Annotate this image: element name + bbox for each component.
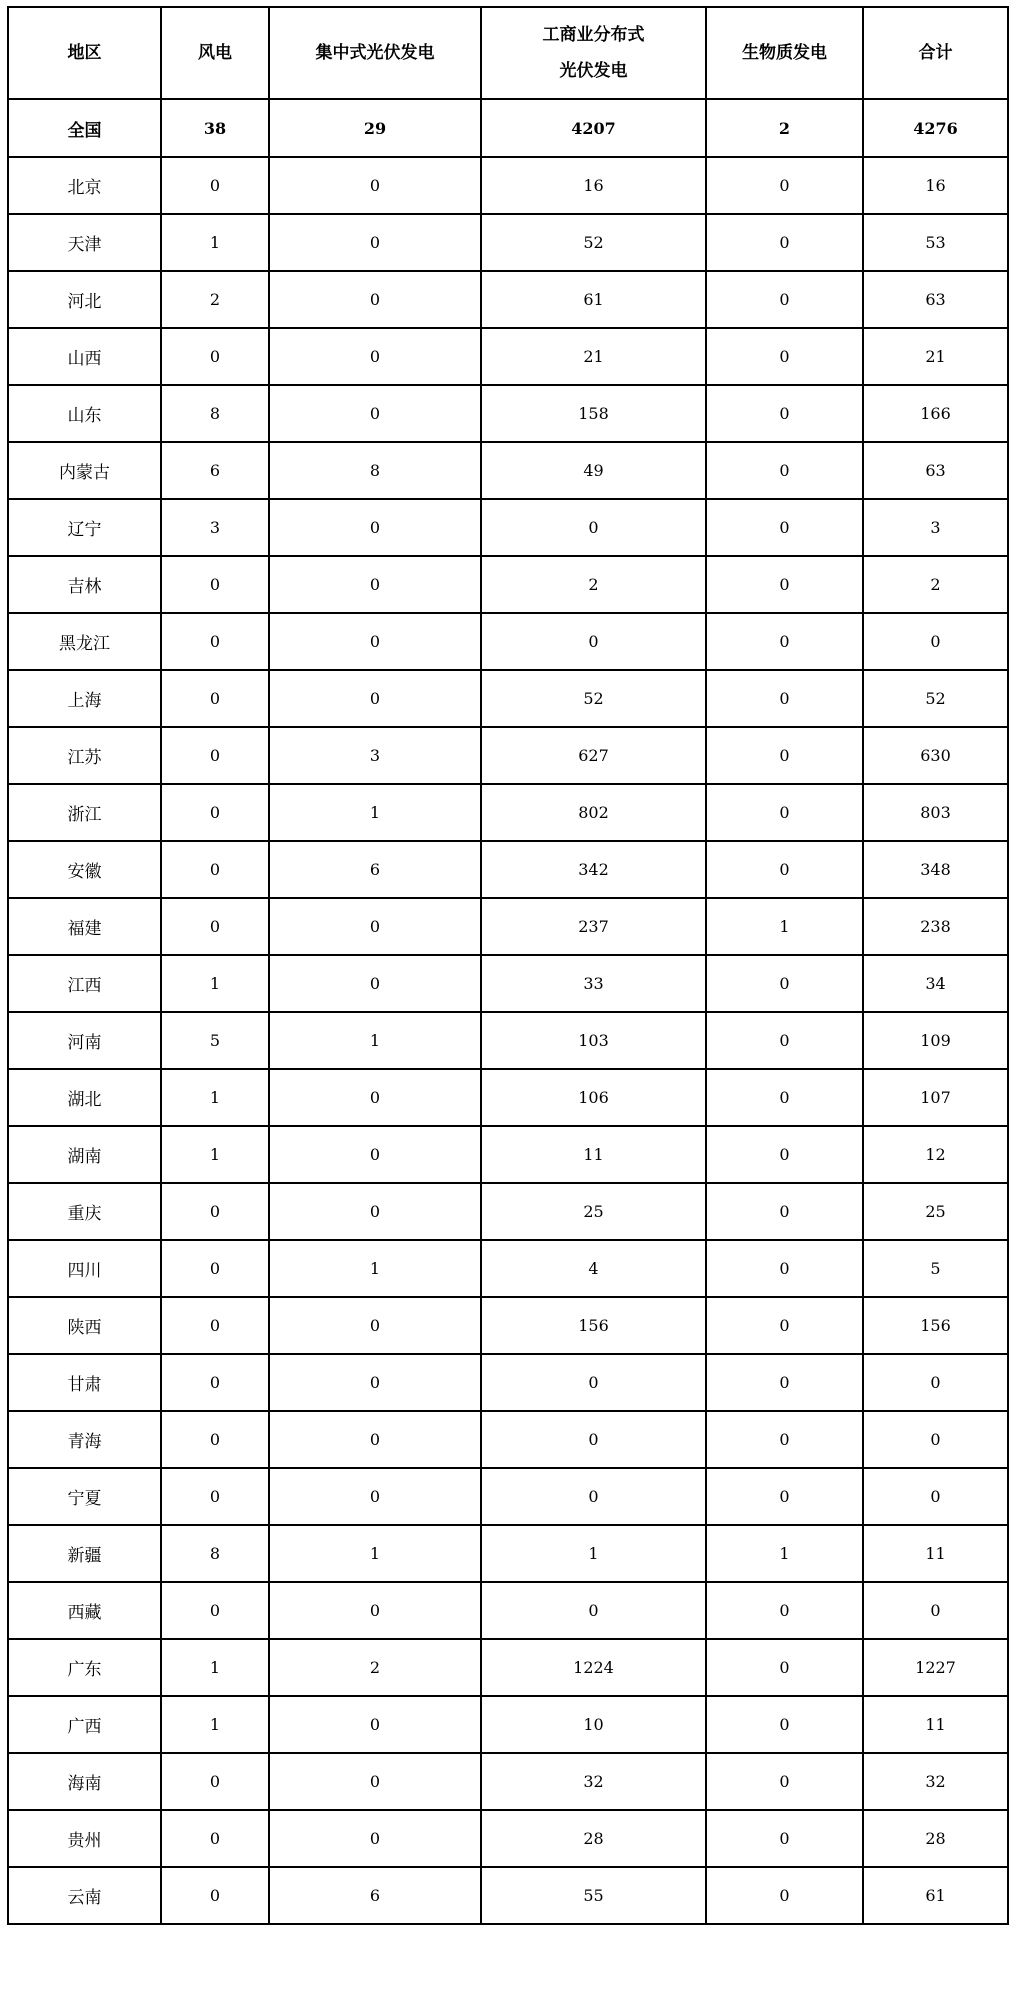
region-cell: 河南 <box>8 1012 161 1069</box>
centralized-pv-cell: 0 <box>269 1810 481 1867</box>
table-row <box>8 955 1008 1012</box>
total-cell: 34 <box>863 955 1008 1012</box>
region-cell: 广西 <box>8 1696 161 1753</box>
total-distributed-pv-cell: 4207 <box>481 99 706 157</box>
distributed-pv-cell: 342 <box>481 841 706 898</box>
wind-cell: 0 <box>161 1354 269 1411</box>
total-cell: 156 <box>863 1297 1008 1354</box>
table-row <box>8 1126 1008 1183</box>
wind-cell: 0 <box>161 1183 269 1240</box>
header-wind: 风电 <box>161 7 269 99</box>
total-cell: 25 <box>863 1183 1008 1240</box>
total-region-cell: 全国 <box>8 99 161 157</box>
centralized-pv-cell: 0 <box>269 1069 481 1126</box>
biomass-cell: 0 <box>706 1411 863 1468</box>
biomass-cell: 0 <box>706 1240 863 1297</box>
total-cell: 630 <box>863 727 1008 784</box>
region-cell: 辽宁 <box>8 499 161 556</box>
total-biomass-cell: 2 <box>706 99 863 157</box>
total-cell: 0 <box>863 1468 1008 1525</box>
total-cell: 21 <box>863 328 1008 385</box>
distributed-pv-cell: 4 <box>481 1240 706 1297</box>
national-total-row <box>8 99 1008 157</box>
distributed-pv-cell: 52 <box>481 214 706 271</box>
header-distributed-pv-line1: 工商业分布式 <box>542 25 645 45</box>
table-row <box>8 1354 1008 1411</box>
centralized-pv-cell: 0 <box>269 1468 481 1525</box>
total-cell: 5 <box>863 1240 1008 1297</box>
region-cell: 湖北 <box>8 1069 161 1126</box>
total-wind-cell: 38 <box>161 99 269 157</box>
region-cell: 河北 <box>8 271 161 328</box>
wind-cell: 1 <box>161 214 269 271</box>
wind-cell: 1 <box>161 1069 269 1126</box>
biomass-cell: 0 <box>706 841 863 898</box>
total-cell: 0 <box>863 1582 1008 1639</box>
total-cell: 109 <box>863 1012 1008 1069</box>
total-cell: 0 <box>863 1354 1008 1411</box>
region-cell: 西藏 <box>8 1582 161 1639</box>
biomass-cell: 1 <box>706 1525 863 1582</box>
wind-cell: 5 <box>161 1012 269 1069</box>
total-cell: 11 <box>863 1696 1008 1753</box>
centralized-pv-cell: 0 <box>269 1696 481 1753</box>
centralized-pv-cell: 1 <box>269 1240 481 1297</box>
wind-cell: 0 <box>161 556 269 613</box>
wind-cell: 0 <box>161 1753 269 1810</box>
distributed-pv-cell: 802 <box>481 784 706 841</box>
biomass-cell: 0 <box>706 670 863 727</box>
region-cell: 宁夏 <box>8 1468 161 1525</box>
distributed-pv-cell: 10 <box>481 1696 706 1753</box>
biomass-cell: 0 <box>706 499 863 556</box>
centralized-pv-cell: 8 <box>269 442 481 499</box>
centralized-pv-cell: 0 <box>269 1411 481 1468</box>
region-cell: 吉林 <box>8 556 161 613</box>
biomass-cell: 0 <box>706 1696 863 1753</box>
distributed-pv-cell: 11 <box>481 1126 706 1183</box>
table-row <box>8 1183 1008 1240</box>
centralized-pv-cell: 1 <box>269 784 481 841</box>
total-cell: 3 <box>863 499 1008 556</box>
centralized-pv-cell: 6 <box>269 1867 481 1924</box>
total-cell: 0 <box>863 1411 1008 1468</box>
region-cell: 内蒙古 <box>8 442 161 499</box>
centralized-pv-cell: 0 <box>269 1582 481 1639</box>
biomass-cell: 1 <box>706 898 863 955</box>
region-cell: 山东 <box>8 385 161 442</box>
distributed-pv-cell: 627 <box>481 727 706 784</box>
data-table-container <box>7 6 1007 1925</box>
wind-cell: 0 <box>161 1582 269 1639</box>
wind-cell: 1 <box>161 1639 269 1696</box>
wind-cell: 0 <box>161 1468 269 1525</box>
wind-cell: 1 <box>161 955 269 1012</box>
region-cell: 青海 <box>8 1411 161 1468</box>
table-row <box>8 499 1008 556</box>
total-cell: 12 <box>863 1126 1008 1183</box>
total-cell: 2 <box>863 556 1008 613</box>
table-row <box>8 1696 1008 1753</box>
centralized-pv-cell: 0 <box>269 556 481 613</box>
region-cell: 北京 <box>8 157 161 214</box>
wind-cell: 6 <box>161 442 269 499</box>
table-row <box>8 1525 1008 1582</box>
centralized-pv-cell: 0 <box>269 1297 481 1354</box>
distributed-pv-cell: 33 <box>481 955 706 1012</box>
table-row <box>8 1240 1008 1297</box>
centralized-pv-cell: 1 <box>269 1012 481 1069</box>
total-cell: 803 <box>863 784 1008 841</box>
biomass-cell: 0 <box>706 1354 863 1411</box>
header-centralized-pv: 集中式光伏发电 <box>269 7 481 99</box>
table-row <box>8 328 1008 385</box>
centralized-pv-cell: 0 <box>269 1126 481 1183</box>
table-row <box>8 214 1008 271</box>
table-row <box>8 556 1008 613</box>
distributed-pv-cell: 0 <box>481 1354 706 1411</box>
distributed-pv-cell: 0 <box>481 613 706 670</box>
biomass-cell: 0 <box>706 1582 863 1639</box>
region-cell: 湖南 <box>8 1126 161 1183</box>
biomass-cell: 0 <box>706 328 863 385</box>
biomass-cell: 0 <box>706 613 863 670</box>
table-row <box>8 1012 1008 1069</box>
distributed-pv-cell: 49 <box>481 442 706 499</box>
centralized-pv-cell: 0 <box>269 955 481 1012</box>
biomass-cell: 0 <box>706 157 863 214</box>
biomass-cell: 0 <box>706 955 863 1012</box>
biomass-cell: 0 <box>706 1639 863 1696</box>
wind-cell: 0 <box>161 1810 269 1867</box>
wind-cell: 8 <box>161 1525 269 1582</box>
power-projects-table <box>7 6 1009 1925</box>
header-total: 合计 <box>863 7 1008 99</box>
biomass-cell: 0 <box>706 1126 863 1183</box>
centralized-pv-cell: 0 <box>269 157 481 214</box>
centralized-pv-cell: 0 <box>269 670 481 727</box>
table-row <box>8 670 1008 727</box>
distributed-pv-cell: 16 <box>481 157 706 214</box>
biomass-cell: 0 <box>706 1012 863 1069</box>
distributed-pv-cell: 55 <box>481 1867 706 1924</box>
distributed-pv-cell: 1 <box>481 1525 706 1582</box>
region-cell: 上海 <box>8 670 161 727</box>
region-cell: 陕西 <box>8 1297 161 1354</box>
region-cell: 广东 <box>8 1639 161 1696</box>
wind-cell: 0 <box>161 1867 269 1924</box>
wind-cell: 8 <box>161 385 269 442</box>
table-row <box>8 898 1008 955</box>
biomass-cell: 0 <box>706 385 863 442</box>
centralized-pv-cell: 0 <box>269 385 481 442</box>
biomass-cell: 0 <box>706 271 863 328</box>
centralized-pv-cell: 0 <box>269 898 481 955</box>
biomass-cell: 0 <box>706 556 863 613</box>
wind-cell: 0 <box>161 1297 269 1354</box>
table-row <box>8 1810 1008 1867</box>
total-cell: 32 <box>863 1753 1008 1810</box>
header-biomass: 生物质发电 <box>706 7 863 99</box>
total-cell: 61 <box>863 1867 1008 1924</box>
distributed-pv-cell: 0 <box>481 1582 706 1639</box>
biomass-cell: 0 <box>706 214 863 271</box>
table-row <box>8 1753 1008 1810</box>
total-cell: 63 <box>863 442 1008 499</box>
distributed-pv-cell: 106 <box>481 1069 706 1126</box>
distributed-pv-cell: 61 <box>481 271 706 328</box>
biomass-cell: 0 <box>706 1183 863 1240</box>
total-cell: 53 <box>863 214 1008 271</box>
centralized-pv-cell: 0 <box>269 1183 481 1240</box>
region-cell: 浙江 <box>8 784 161 841</box>
table-row <box>8 1639 1008 1696</box>
region-cell: 新疆 <box>8 1525 161 1582</box>
wind-cell: 0 <box>161 157 269 214</box>
table-row <box>8 1867 1008 1924</box>
biomass-cell: 0 <box>706 442 863 499</box>
total-cell: 16 <box>863 157 1008 214</box>
table-row <box>8 1297 1008 1354</box>
centralized-pv-cell: 0 <box>269 271 481 328</box>
wind-cell: 0 <box>161 1240 269 1297</box>
centralized-pv-cell: 0 <box>269 214 481 271</box>
region-cell: 天津 <box>8 214 161 271</box>
centralized-pv-cell: 3 <box>269 727 481 784</box>
total-cell: 238 <box>863 898 1008 955</box>
biomass-cell: 0 <box>706 727 863 784</box>
biomass-cell: 0 <box>706 1867 863 1924</box>
centralized-pv-cell: 0 <box>269 328 481 385</box>
region-cell: 山西 <box>8 328 161 385</box>
distributed-pv-cell: 0 <box>481 1468 706 1525</box>
table-row <box>8 1582 1008 1639</box>
wind-cell: 0 <box>161 841 269 898</box>
wind-cell: 0 <box>161 670 269 727</box>
total-centralized-pv-cell: 29 <box>269 99 481 157</box>
table-row <box>8 271 1008 328</box>
region-cell: 甘肃 <box>8 1354 161 1411</box>
table-row <box>8 613 1008 670</box>
total-cell: 166 <box>863 385 1008 442</box>
centralized-pv-cell: 0 <box>269 1354 481 1411</box>
distributed-pv-cell: 158 <box>481 385 706 442</box>
table-row <box>8 727 1008 784</box>
wind-cell: 0 <box>161 784 269 841</box>
total-cell: 107 <box>863 1069 1008 1126</box>
wind-cell: 0 <box>161 727 269 784</box>
total-cell: 63 <box>863 271 1008 328</box>
distributed-pv-cell: 52 <box>481 670 706 727</box>
centralized-pv-cell: 0 <box>269 613 481 670</box>
total-cell: 1227 <box>863 1639 1008 1696</box>
region-cell: 江西 <box>8 955 161 1012</box>
region-cell: 重庆 <box>8 1183 161 1240</box>
distributed-pv-cell: 25 <box>481 1183 706 1240</box>
table-row <box>8 442 1008 499</box>
centralized-pv-cell: 2 <box>269 1639 481 1696</box>
total-cell: 0 <box>863 613 1008 670</box>
centralized-pv-cell: 0 <box>269 499 481 556</box>
distributed-pv-cell: 2 <box>481 556 706 613</box>
centralized-pv-cell: 0 <box>269 1753 481 1810</box>
wind-cell: 0 <box>161 613 269 670</box>
biomass-cell: 0 <box>706 1468 863 1525</box>
biomass-cell: 0 <box>706 1810 863 1867</box>
biomass-cell: 0 <box>706 784 863 841</box>
table-row <box>8 1468 1008 1525</box>
wind-cell: 1 <box>161 1126 269 1183</box>
centralized-pv-cell: 1 <box>269 1525 481 1582</box>
region-cell: 贵州 <box>8 1810 161 1867</box>
wind-cell: 1 <box>161 1696 269 1753</box>
biomass-cell: 0 <box>706 1069 863 1126</box>
wind-cell: 0 <box>161 1411 269 1468</box>
distributed-pv-cell: 103 <box>481 1012 706 1069</box>
centralized-pv-cell: 6 <box>269 841 481 898</box>
header-region: 地区 <box>8 7 161 99</box>
wind-cell: 2 <box>161 271 269 328</box>
total-cell: 348 <box>863 841 1008 898</box>
biomass-cell: 0 <box>706 1297 863 1354</box>
distributed-pv-cell: 28 <box>481 1810 706 1867</box>
header-distributed-pv <box>481 7 706 99</box>
header-distributed-pv-line2: 光伏发电 <box>559 61 628 81</box>
region-cell: 福建 <box>8 898 161 955</box>
region-cell: 四川 <box>8 1240 161 1297</box>
distributed-pv-cell: 1224 <box>481 1639 706 1696</box>
table-row <box>8 1411 1008 1468</box>
distributed-pv-cell: 0 <box>481 499 706 556</box>
table-row <box>8 784 1008 841</box>
distributed-pv-cell: 32 <box>481 1753 706 1810</box>
wind-cell: 0 <box>161 898 269 955</box>
table-row <box>8 157 1008 214</box>
region-cell: 海南 <box>8 1753 161 1810</box>
distributed-pv-cell: 21 <box>481 328 706 385</box>
biomass-cell: 0 <box>706 1753 863 1810</box>
wind-cell: 3 <box>161 499 269 556</box>
region-cell: 江苏 <box>8 727 161 784</box>
table-row <box>8 841 1008 898</box>
table-row <box>8 1069 1008 1126</box>
region-cell: 黑龙江 <box>8 613 161 670</box>
table-row <box>8 385 1008 442</box>
distributed-pv-cell: 156 <box>481 1297 706 1354</box>
region-cell: 云南 <box>8 1867 161 1924</box>
total-cell: 11 <box>863 1525 1008 1582</box>
distributed-pv-cell: 0 <box>481 1411 706 1468</box>
total-cell: 52 <box>863 670 1008 727</box>
region-cell: 安徽 <box>8 841 161 898</box>
wind-cell: 0 <box>161 328 269 385</box>
header-row <box>8 7 1008 99</box>
distributed-pv-cell: 237 <box>481 898 706 955</box>
total-cell: 28 <box>863 1810 1008 1867</box>
total-sum-cell: 4276 <box>863 99 1008 157</box>
